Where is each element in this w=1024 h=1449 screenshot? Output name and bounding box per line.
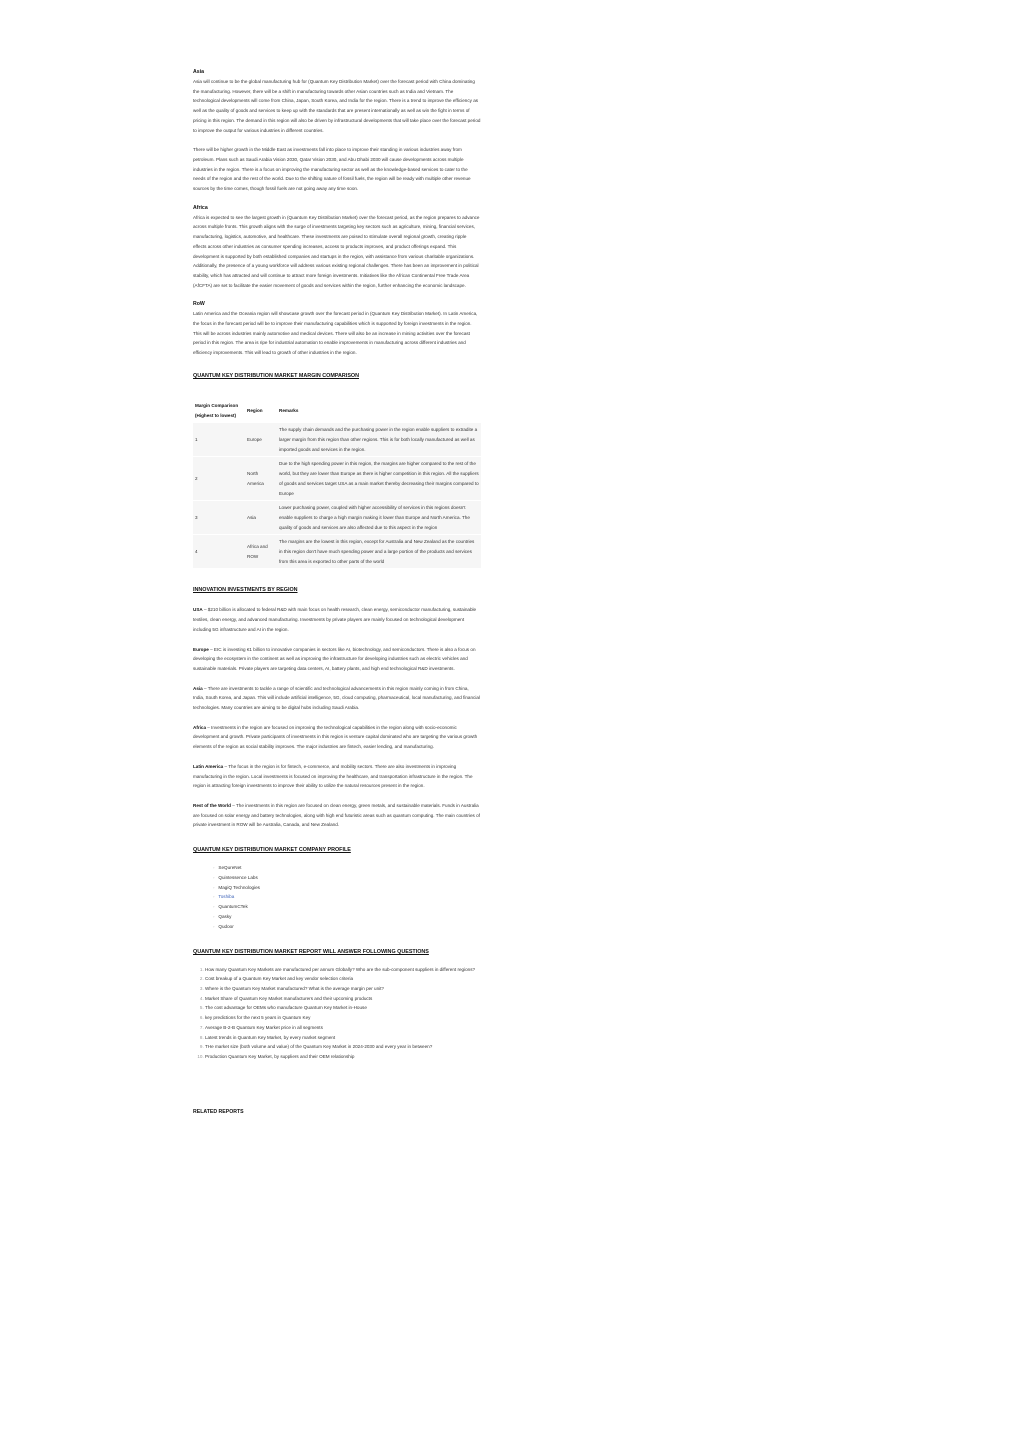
related-reports-heading: RELATED REPORTS <box>193 1108 244 1115</box>
list-item: 6. key predictions for the next 5 years in Quantum Key <box>205 1013 481 1023</box>
innovation-text: – EIC is investing €1 billion to innovative companies in sectors like AI, biotechnology, and semiconductors. There is also a focus on developing the ecosystem in the continent as well as improving the infrastructure for developing industries such as electric vehicles and sustainable materials. Private players are targeting data centers, AI, battery plants, and high end technological R&D investments. <box>193 646 476 671</box>
table-row <box>193 501 481 535</box>
table-cell: Europe <box>247 436 262 442</box>
company-link-toshiba[interactable]: ◦ Toshiba <box>213 892 481 902</box>
table-cell: Lower purchasing power, coupled with higher accessibility of services in this regions doesn't enable suppliers to charge a high margin making it lower than Europe and North America. The quality of goods and services are also affected due to this aspect in the region <box>279 505 470 530</box>
list-item: 8. Latest trends in Quantum Key Market, by every market segment <box>205 1033 481 1043</box>
list-item: 1. How many Quantum Key Markets are manufactured per annum Globally? Who are the sub-component suppliers in different regions? <box>205 965 481 975</box>
innovation-text: – The focus in the region is for fintech, e-commerce, and mobility sectors. There are also investments in improving manufacturing in the region. Local investments is focused on improving the healthcare, and transportation infrastructure in the region. The region is attracting foreign investments to improve their ability to utilize the natural resources present in the region. <box>193 763 473 789</box>
innovation-label: Asia <box>193 685 203 691</box>
list-item: ◦ MagiQ Technologies <box>213 883 481 893</box>
table-row <box>193 423 481 457</box>
table-row <box>193 535 481 569</box>
list-item: 10. Production Quantum Key Market, by suppliers and their OEM relationship <box>205 1052 481 1062</box>
list-item: 7. Average B-2-B Quantum Key Market price in all segments <box>205 1023 481 1033</box>
innovation-label: Latin America <box>193 763 224 769</box>
table-header: Region <box>247 407 263 413</box>
document-body <box>193 68 481 1117</box>
innovation-usa <box>193 605 481 634</box>
list-item: 5. The cost advantage for OEMs who manufacture Quantum Key Market in-House <box>205 1003 481 1013</box>
list-item: 3. Where is the Quantum Key Market manufactured? What is the average margin per unit? <box>205 984 481 994</box>
margin-comparison-title: QUANTUM KEY DISTRIBUTION MARKET MARGIN COMPARISON <box>193 372 360 379</box>
middle-east-paragraph: There will be higher growth in the Middle East as investments fall into place to improve their standing in various industries away from petroleum. Plans such as Saudi Arabia Vision 2030, Qatar Vision 2030, and Abu Dhabi 2030 will cause developments across multiple industries in the region. There is a focus on improving the manufacturing sector as well as the knowledge-based services to cater to the needs of the region and the rest of the world. Due to the shifting nature of fossil fuels, the region will be ready with multiple other revenue sources by the time comes, though fossil fuels are not going away any time soon. <box>193 147 471 192</box>
table-cell: 2 <box>195 475 198 481</box>
row-paragraph: Latin America and the Oceania region will showcase growth over the forecast period in (Quantum Key Distribution Market). In Latin America, the focus in the forecast period will be to improve their manufacturing capabilities which is supported by foreign investments in the region. This will be across industries mainly automotive and medical devices. There will also be an increase in mining activities over the forecast period in this region. The area is ripe for industrial automation to enable improvements in manufacturing across different industries and efficiency improvements. This will lead to growth of other industries in the region. <box>193 311 478 356</box>
innovation-europe <box>193 645 481 674</box>
questions-list <box>193 965 481 1062</box>
list-item: ◦ Qasky <box>213 912 481 922</box>
table-cell: 1 <box>195 436 198 442</box>
list-item: ◦ SeQureNet <box>213 863 481 873</box>
list-item: 9. THe market size (both volume and value) of the Quantum Key Market in 2024-2030 and every year in between? <box>205 1042 481 1052</box>
innovation-rest-of-world <box>193 801 481 830</box>
asia-paragraph: Asia will continue to be the global manufacturing hub for (Quantum Key Distribution Market) over the forecast period with China dominating the manufacturing. However, there will be a shift in manufacturing towards other Asian countries such as India and Vietnam. The technological developments will come from China, Japan, South Korea, and India for the region. There is a trend to improve the efficiency as well as the quality of goods and services to keep up with the standards that are present internationally as well as win the fight in terms of pricing in this region. The demand in this region will also be driven by infrastructural developments that will take place over the forecast period to improve the output for various industries in different countries. <box>193 79 481 133</box>
innovation-label: Africa <box>193 724 207 730</box>
innovation-text: – Investments in the region are focused on improving the technological capabilities in the region along with socio-economic development and growth. Private participants of investments in this region is venture capital dominated who are targeting the various growth elements of the region as social stability improves. The major industries are fintech, easier lending, and manufacturing. <box>193 724 478 750</box>
table-header: Margin Comparison (Highest to lowest) <box>195 402 239 418</box>
africa-heading: Africa <box>193 204 208 211</box>
innovation-text: – There are investments to tackle a range of scientific and technological advancements in this region mainly coming in from China, India, South Korea, and Japan. This will include artificial intelligence, 5G, cloud computing, pharmaceutical, local manufacturing, and financial technologies. Many countries are aiming to be digital hubs including Saudi Arabia. <box>193 685 480 711</box>
table-row <box>193 457 481 501</box>
table-cell: Africa and ROW <box>247 544 268 559</box>
company-list <box>193 863 481 932</box>
table-cell: North America <box>247 471 264 486</box>
innovation-label: Europe <box>193 646 209 652</box>
table-cell: The margins are the lowest in this region, except for Australia and New Zealand as the countries in this region don't have much spending power and a large portion of the products and services from this area is exported to other parts of the world <box>279 539 475 564</box>
innovation-label: USA <box>193 607 203 613</box>
company-profile-title: QUANTUM KEY DISTRIBUTION MARKET COMPANY PROFILE <box>193 847 351 854</box>
africa-paragraph: Africa is expected to see the largest growth in (Quantum Key Distribution Market) over the forecast period, as the region prepares to advance across multiple fronts. This growth aligns with the surge of investments targeting key sectors such as agriculture, mining, financial services, manufacturing, logistics, automotive, and healthcare. These investments are poised to stimulate overall regional growth, creating ripple effects across other industries as consumer spending increases, access to products improves, and product offerings expand. This development is supported by both established companies and startups in the region, with assistance from various charitable organizations. Additionally, the presence of a young workforce will address various existing regional challenges. There has been an improvement in political stability, which has attracted and will continue to attract more foreign investments. Initiatives like the African Continental Free Trade Area (AfCFTA) are set to facilitate the easier movement of goods and services within the region, further enhancing the economic landscape. <box>193 214 480 288</box>
list-item: ◦ QuantumCTek <box>213 902 481 912</box>
table-header: Remarks <box>279 407 299 413</box>
list-item: 4. Market Share of Quantum Key Market manufacturers and their upcoming products <box>205 994 481 1004</box>
table-cell: 4 <box>195 549 198 555</box>
innovation-text: – The investments in this region are focused on clean energy, green metals, and sustainable materials. Funds in Australia are focused on solar energy and battery technologies, along with high end futuristic areas such as quantum computing. The main countries of private investment in ROW will be Australia, Canada, and New Zealand. <box>193 802 480 828</box>
innovation-label: Rest of the World <box>193 802 231 808</box>
table-cell: Asia <box>247 514 256 520</box>
margin-comparison-table <box>193 399 481 569</box>
table-cell: 3 <box>195 514 198 520</box>
table-cell: Due to the high spending power in this region, the margins are higher compared to the rest of the world, but they are lower than Europe as there is higher competition in this region. All the suppliers of goods and services target USA as a main market thereby decreasing their margins compared to Europe <box>279 461 479 496</box>
table-cell: The supply chain demands and the purchasing power in the region enable suppliers to extradite a larger margin from this region than other regions. This is for both locally manufactured as well as imported goods and services in the region. <box>279 427 478 452</box>
innovation-title: INNOVATION INVESTMENTS BY REGION <box>193 587 298 594</box>
innovation-latin-america <box>193 762 481 791</box>
innovation-asia <box>193 684 481 713</box>
asia-heading: Asia <box>193 69 204 75</box>
innovation-africa <box>193 723 481 752</box>
list-item: ◦ Quintessence Labs <box>213 873 481 883</box>
innovation-text: – $210 billion is allocated to federal R&D with main focus on health research, clean energy, semiconductor manufacturing, sustainable textiles, clean energy, and advanced manufacturing. Investments by private players are mainly focused on technological development including 5G infrastructure and AI in the region. <box>193 607 477 632</box>
row-heading: RoW <box>193 301 205 308</box>
report-questions-title: QUANTUM KEY DISTRIBUTION MARKET REPORT WILL ANSWER FOLLOWING QUESTIONS <box>193 948 429 955</box>
list-item: ◦ Qudoor <box>213 922 481 932</box>
list-item: 2. Cost breakup of a Quantum Key Market and key vendor selection criteria <box>205 974 481 984</box>
